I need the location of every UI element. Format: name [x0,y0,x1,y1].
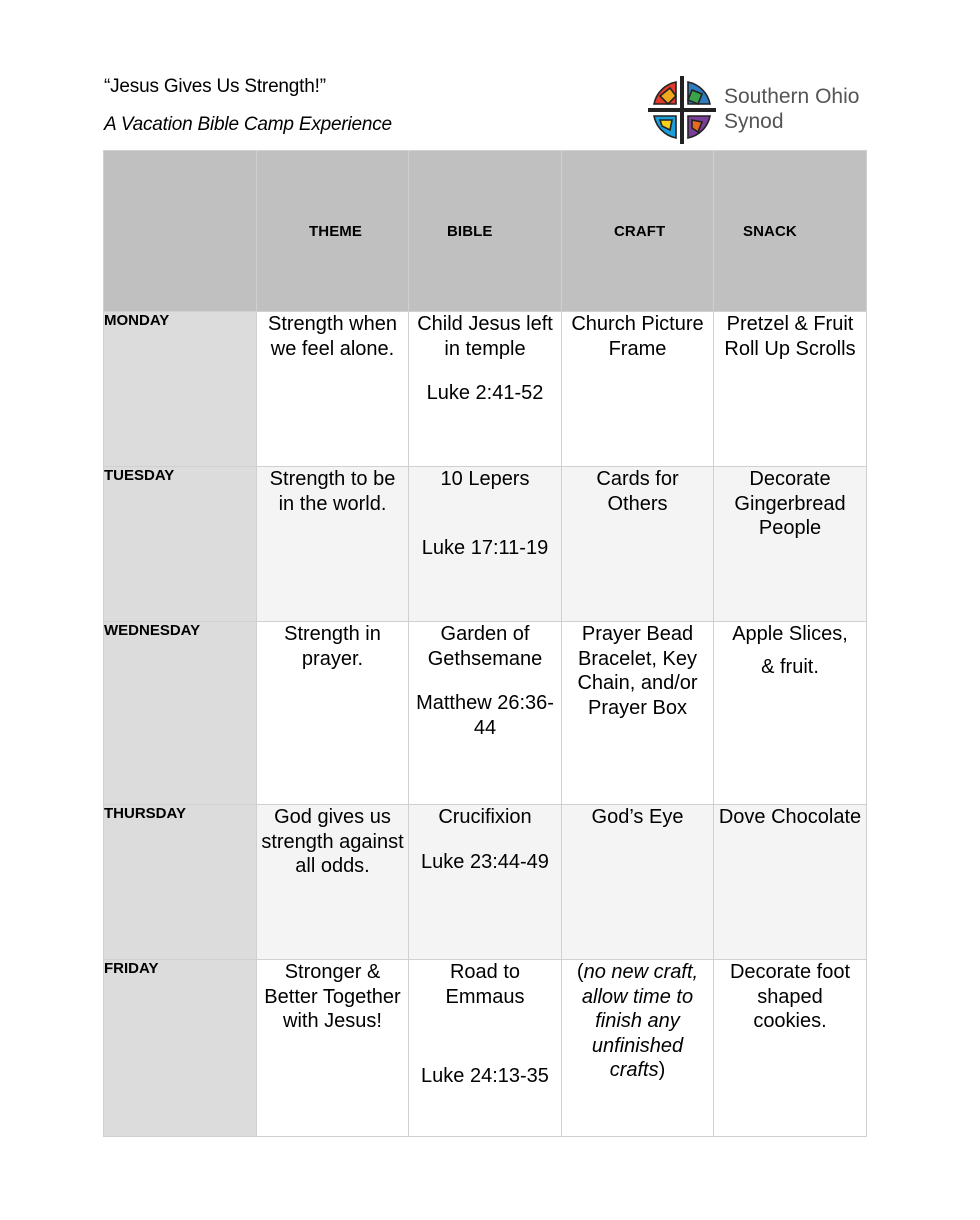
bible-story: Crucifixion [438,806,532,828]
day-label: FRIDAY [104,960,257,1137]
bible-cell [409,312,562,467]
bible-cell [409,622,562,805]
snack-cell [714,622,867,805]
craft-text: Cards for Others [596,468,679,515]
bible-story: 10 Lepers [440,468,530,490]
bible-cell [409,960,562,1137]
table-header-row [104,151,867,312]
page-title: “Jesus Gives Us Strength!” [104,76,326,97]
craft-text [562,960,713,1083]
bible-story: Child Jesus left in temple [417,313,553,360]
bible-reference: Luke 2:41-52 [426,382,544,404]
table-row-monday [104,312,867,467]
craft-cell [562,467,714,622]
bible-cell [409,467,562,622]
craft-text: Prayer Bead Bracelet, Key Chain, and/or Prayer Box [577,623,698,719]
day-label: TUESDAY [104,467,257,622]
bible-reference: Luke 17:11-19 [421,536,549,559]
snack-text: Dove Chocolate [718,806,862,828]
craft-text: Church Picture Frame [571,313,704,360]
header-label: CRAFT [614,222,666,240]
craft-italic-text: no new craft, allow time to finish any unfinished crafts [581,961,699,1081]
snack-text: & fruit. [761,655,819,678]
craft-cell [562,960,714,1137]
page-subtitle: A Vacation Bible Camp Experience [104,114,392,135]
header-snack [714,151,867,312]
craft-cell [562,805,714,960]
day-label: WEDNESDAY [104,622,257,805]
bible-reference: Luke 23:44-49 [421,850,549,873]
day-label: THURSDAY [104,805,257,960]
logo-wordmark [724,84,859,134]
craft-paren-close: ) [658,1059,666,1081]
theme-cell [257,312,409,467]
cross-emblem-icon [646,74,718,146]
table-row-tuesday [104,467,867,622]
theme-cell [257,467,409,622]
theme-text: Strength in prayer. [284,623,381,670]
bible-story: Road to Emmaus [445,961,525,1008]
snack-text: Decorate Gingerbread People [734,468,846,539]
bible-story: Garden of Gethsemane [427,623,543,670]
header-craft [562,151,714,312]
logo-line-1: Southern Ohio [724,85,860,108]
theme-cell [257,960,409,1137]
craft-paren-open: ( [576,961,584,983]
craft-cell [562,622,714,805]
snack-cell [714,960,867,1137]
header-theme [257,151,409,312]
snack-cell [714,805,867,960]
header-corner-cell [104,151,257,312]
synod-logo [646,74,876,148]
table-row-friday [104,960,867,1137]
snack-cell [714,467,867,622]
day-label: MONDAY [104,312,257,467]
snack-text: Apple Slices, [732,623,848,645]
craft-cell [562,312,714,467]
snack-cell [714,312,867,467]
table-row-wednesday [104,622,867,805]
logo-line-2: Synod [724,110,784,133]
theme-text: God gives us strength against all odds. [261,806,404,877]
theme-cell [257,805,409,960]
header-label: THEME [309,222,362,240]
bible-reference: Luke 24:13-35 [421,1065,549,1087]
craft-text: God’s Eye [591,806,684,828]
bible-cell [409,805,562,960]
theme-text: Strength to be in the world. [269,468,396,515]
theme-cell [257,622,409,805]
theme-text: Strength when we feel alone. [268,313,397,360]
schedule-table [103,150,867,1137]
snack-text: Decorate foot shaped cookies. [729,961,851,1032]
header-bible [409,151,562,312]
theme-text: Stronger & Better Together with Jesus! [264,961,401,1032]
header-label: BIBLE [447,222,493,240]
header-label: SNACK [743,222,797,240]
snack-text: Pretzel & Fruit Roll Up Scrolls [724,313,856,360]
table-row-thursday [104,805,867,960]
bible-reference: Matthew 26:36-44 [416,692,554,739]
